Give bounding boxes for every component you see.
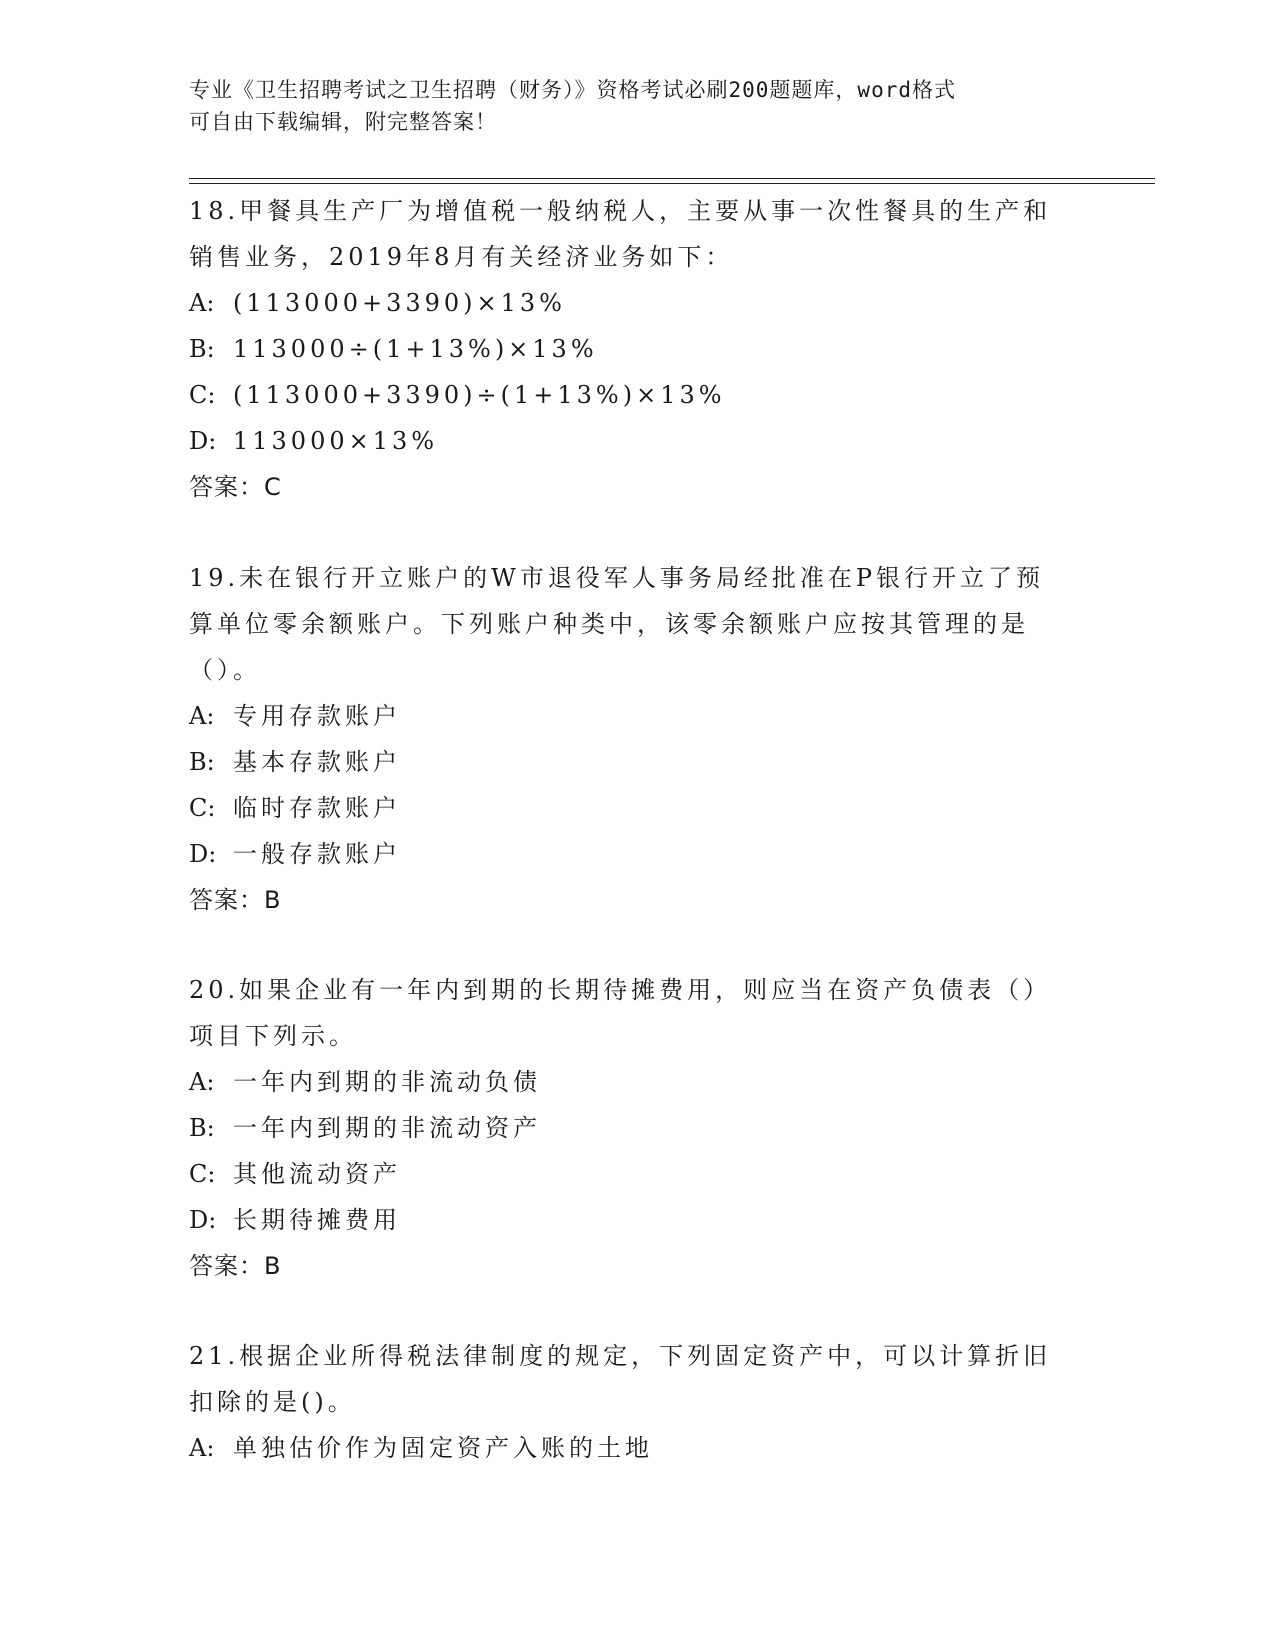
option-a — [189, 1059, 1089, 1105]
option-label: B: — [189, 1114, 215, 1142]
option-label: A: — [189, 289, 215, 317]
question-line: 19.未在银行开立账户的W市退役军人事务局经批准在P银行开立了预 — [189, 564, 1044, 592]
option-text: 单独估价作为固定资产入账的土地 — [233, 1434, 653, 1462]
option-label: C: — [189, 1160, 216, 1188]
option-text: 113000×13% — [233, 427, 439, 455]
option-text: 专用存款账户 — [233, 702, 401, 730]
option-label: C: — [189, 794, 216, 822]
option-label: A: — [189, 1068, 215, 1096]
option-label: B: — [189, 335, 215, 363]
question-text — [189, 188, 1089, 280]
option-text: 113000÷(1+13%)×13% — [233, 335, 598, 363]
question-line: 20.如果企业有一年内到期的长期待摊费用，则应当在资产负债表（） — [189, 976, 1052, 1004]
option-label: A: — [189, 1434, 215, 1462]
question-line: 21.根据企业所得税法律制度的规定，下列固定资产中，可以计算折旧 — [189, 1342, 1052, 1370]
option-label: B: — [189, 748, 215, 776]
option-text: 一年内到期的非流动资产 — [233, 1114, 541, 1142]
option-a — [189, 1425, 1089, 1471]
option-text: (113000+3390)×13% — [233, 289, 566, 317]
question-line: 项目下列示。 — [189, 1022, 357, 1050]
header-line: 可自由下载编辑，附完整答案！ — [189, 110, 497, 134]
question-19 — [189, 555, 1089, 923]
option-c — [189, 1151, 1089, 1197]
question-line: 算单位零余额账户。下列账户种类中，该零余额账户应按其管理的是 — [189, 610, 1029, 638]
option-text: 一般存款账户 — [233, 840, 401, 868]
question-18 — [189, 188, 1089, 510]
question-text — [189, 555, 1089, 693]
option-b — [189, 739, 1089, 785]
question-text — [189, 1333, 1089, 1425]
question-line: 销售业务，2019年8月有关经济业务如下： — [189, 243, 734, 271]
option-a — [189, 693, 1089, 739]
question-text — [189, 967, 1089, 1059]
header-line: 专业《卫生招聘考试之卫生招聘（财务）》资格考试必刷200题题库，word格式 — [189, 78, 956, 102]
option-text: 基本存款账户 — [233, 748, 401, 776]
question-line: 扣除的是()。 — [189, 1388, 356, 1416]
option-a — [189, 280, 1089, 326]
answer-line: 答案：C — [189, 473, 282, 501]
option-d — [189, 831, 1089, 877]
option-d — [189, 1197, 1089, 1243]
option-text: 一年内到期的非流动负债 — [233, 1068, 541, 1096]
question-20 — [189, 967, 1089, 1289]
option-text: 临时存款账户 — [233, 794, 401, 822]
option-d — [189, 418, 1089, 464]
option-label: D: — [189, 427, 217, 455]
document-header — [189, 74, 1089, 138]
option-label: A: — [189, 702, 215, 730]
option-label: D: — [189, 1206, 217, 1234]
header-divider — [189, 178, 1155, 179]
question-21 — [189, 1333, 1089, 1471]
option-text: 长期待摊费用 — [233, 1206, 401, 1234]
option-c — [189, 785, 1089, 831]
question-line: （）。 — [189, 656, 261, 684]
option-text: 其他流动资产 — [233, 1160, 401, 1188]
option-label: D: — [189, 840, 217, 868]
option-label: C: — [189, 381, 216, 409]
answer-line: 答案：B — [189, 1252, 282, 1280]
answer-line: 答案：B — [189, 886, 282, 914]
option-b — [189, 326, 1089, 372]
option-c — [189, 372, 1089, 418]
option-b — [189, 1105, 1089, 1151]
header-divider — [189, 183, 1155, 184]
option-text: (113000+3390)÷(1+13%)×13% — [233, 381, 726, 409]
question-line: 18.甲餐具生产厂为增值税一般纳税人，主要从事一次性餐具的生产和 — [189, 197, 1052, 225]
